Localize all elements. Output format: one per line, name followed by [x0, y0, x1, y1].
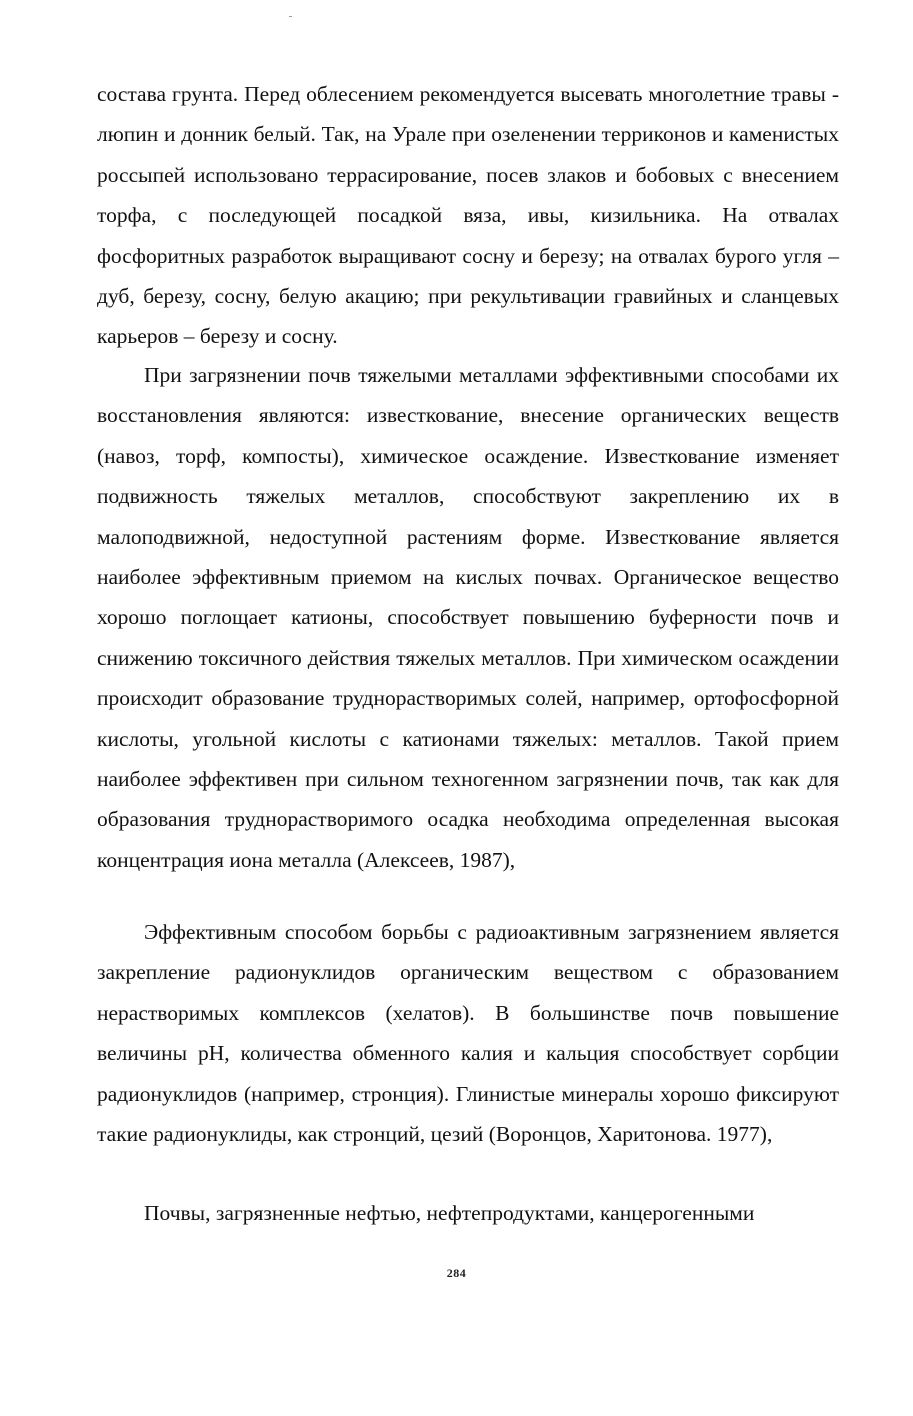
paragraph-continued: состава грунта. Перед облесением рекомендуется высевать многолетние травы - люпин и донник белый. Так, на Урале при озеленении терриконов и каменистых россыпей использовано террасирование, посев злаков и бобовых с внесением торфа, с последующей посадкой вяза, ивы, кизильника. На отвалах фосфоритных разработок выращивают сосну и березу; на отвалах бурого угля – дуб, березу, сосну, белую акацию; при рекультивации гравийных и сланцевых карьеров – березу и сосну.	[97, 82, 839, 349]
paragraph-heavy-metals: При загрязнении почв тяжелыми металлами эффективными способами их восстановления являются: известкование, внесение органических веществ (навоз, торф, компосты), химическое осаждение. Известкование изменяет подвижность тяжелых металлов, способствуют закреплению их в малоподвижной, недоступной растениям форме. Известкование является наиболее эффективным приемом на кислых почвах. Органическое вещество хорошо поглощает катионы, способствует повышению буферности почв и снижению токсичного действия тяжелых металлов. При химическом осаждении происходит образование труднорастворимых солей, например, ортофосфорной кислоты, угольной кислоты с катионами тяжелых: металлов. Такой прием наиболее эффективен при сильном техногенном загрязнении почв, так как для образования труднорастворимого осадка необходима определенная высокая концентрация иона металла (Алексеев, 1987),	[97, 363, 839, 872]
scan-speck	[289, 16, 292, 17]
page-number: 284	[446, 1266, 467, 1280]
paragraph-oil-soils: Почвы, загрязненные нефтью, нефтепродуктами, канцерогенными	[144, 1201, 755, 1225]
paragraph-radioactive: Эффективным способом борьбы с радиоактивным загрязнением является закрепление радионуклидов органическим веществом с образованием нерастворимых комплексов (хелатов). В большинстве почв повышение величины pH, количества обменного калия и кальция способствует сорбции радионуклидов (например, стронция). Глинистые минералы хорошо фиксируют такие радионуклиды, как стронций, цезий (Воронцов, Харитонова. 1977),	[97, 920, 839, 1147]
